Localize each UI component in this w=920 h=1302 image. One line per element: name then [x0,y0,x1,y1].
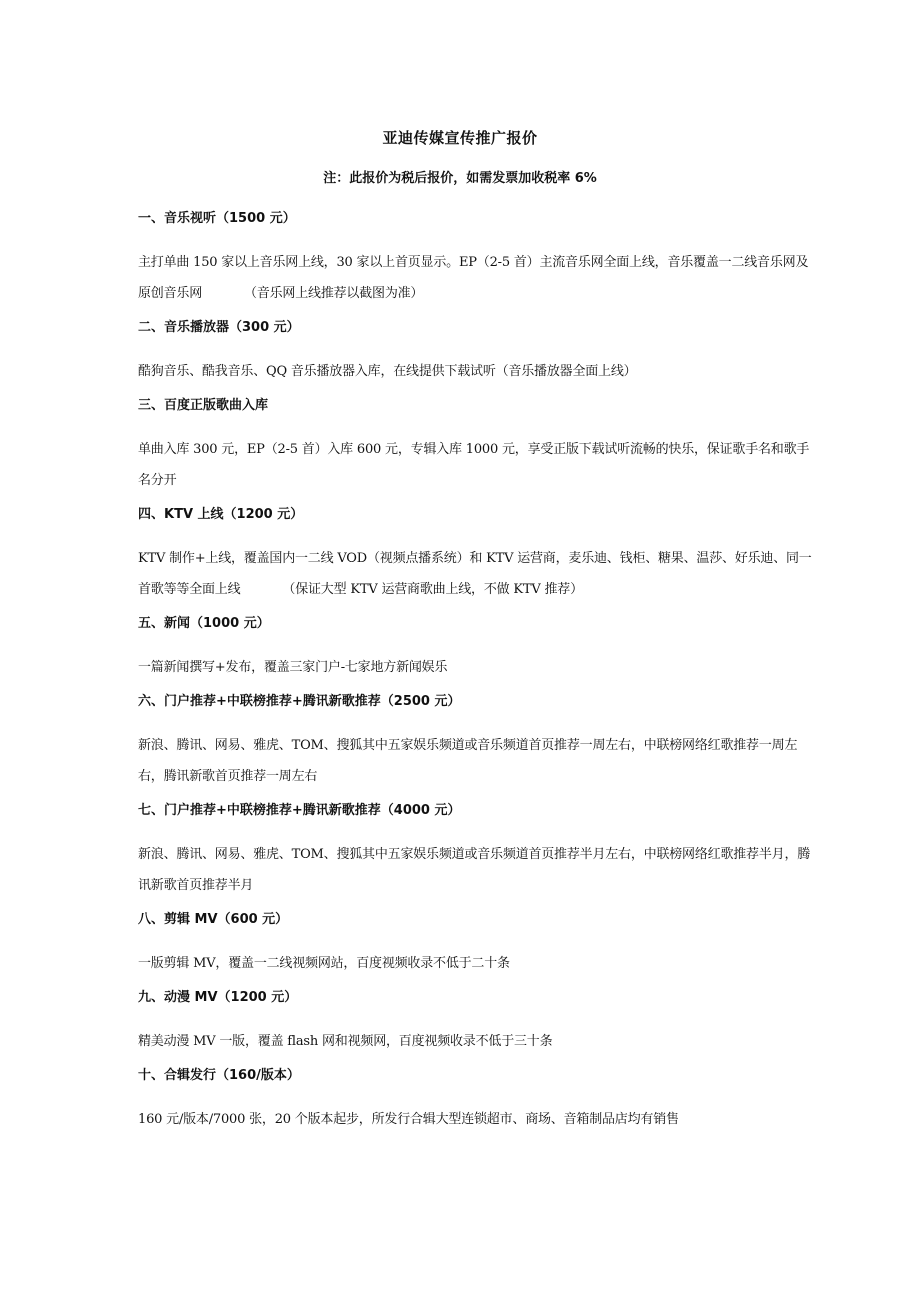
section-text [138,652,821,683]
section-text [138,543,821,605]
section-heading: 十、合辑发行（160/版本） [138,1068,300,1083]
section-portal-recommend-2500 [138,692,821,792]
section-text [138,434,821,496]
section-text [138,1104,821,1135]
section-body: 新浪、腾讯、网易、雅虎、TOM、搜狐其中五家娱乐频道或音乐频道首页推荐半月左右，中联榜网络红歌推荐半月，腾讯新歌首页推荐半月 [138,847,811,893]
section-body: KTV 制作+上线，覆盖国内一二线 VOD（视频点播系统）和 KTV 运营商，麦乐迪、钱柜、糖果、温莎、好乐迪、同一首歌等等全面上线 [138,551,812,597]
section-heading: 八、剪辑 MV（600 元） [138,912,289,927]
section-body: 单曲入库 300 元，EP（2-5 首）入库 600 元，专辑入库 1000 元，享受正版下载试听流畅的快乐，保证歌手名和歌手名分开 [138,442,810,488]
section-body: 主打单曲 150 家以上音乐网上线，30 家以上首页显示。EP（2-5 首）主流音乐网全面上线，音乐覆盖一二线音乐网及原创音乐网 [138,255,809,301]
section-ktv [138,505,821,605]
section-music-listening [138,209,821,309]
section-body: 一版剪辑 MV，覆盖一二线视频网站，百度视频收录不低于二十条 [138,956,510,971]
section-compilation-release [138,1066,821,1135]
section-text [138,948,821,979]
section-text [138,839,821,901]
section-heading: 五、新闻（1000 元） [138,616,270,631]
section-news [138,614,821,683]
section-body: 酷狗音乐、酷我音乐、QQ 音乐播放器入库，在线提供下载试听（音乐播放器全面上线） [138,364,637,379]
section-body: 新浪、腾讯、网易、雅虎、TOM、搜狐其中五家娱乐频道或音乐频道首页推荐一周左右，中联榜网络红歌推荐一周左右，腾讯新歌首页推荐一周左右 [138,738,798,784]
section-aside: （音乐网上线推荐以截图为准） [244,286,424,301]
section-heading: 七、门户推荐+中联榜推荐+腾讯新歌推荐（4000 元） [138,803,461,818]
section-heading: 三、百度正版歌曲入库 [138,398,269,413]
section-text [138,247,821,309]
section-body: 一篇新闻撰写+发布，覆盖三家门户-七家地方新闻娱乐 [138,660,448,675]
section-baidu-library [138,396,821,496]
section-heading: 六、门户推荐+中联榜推荐+腾讯新歌推荐（2500 元） [138,694,461,709]
document-title: 亚迪传媒宣传推广报价 [382,129,538,147]
price-list [138,209,821,1144]
section-text [138,356,821,387]
section-heading: 四、KTV 上线（1200 元） [138,507,304,522]
section-music-player [138,318,821,387]
section-text [138,730,821,792]
section-text [138,1026,821,1057]
section-edited-mv [138,910,821,979]
section-heading: 一、音乐视听（1500 元） [138,211,296,226]
section-aside: （保证大型 KTV 运营商歌曲上线，不做 KTV 推荐） [282,582,583,597]
section-heading: 二、音乐播放器（300 元） [138,320,300,335]
section-body: 160 元/版本/7000 张，20 个版本起步，所发行合辑大型连锁超市、商场、音箱制品店均有销售 [138,1112,679,1127]
section-heading: 九、动漫 MV（1200 元） [138,990,298,1005]
section-animated-mv [138,988,821,1057]
tax-note: 注：此报价为税后报价，如需发票加收税率 6% [323,171,597,186]
section-body: 精美动漫 MV 一版，覆盖 flash 网和视频网，百度视频收录不低于三十条 [138,1034,553,1049]
section-portal-recommend-4000 [138,801,821,901]
